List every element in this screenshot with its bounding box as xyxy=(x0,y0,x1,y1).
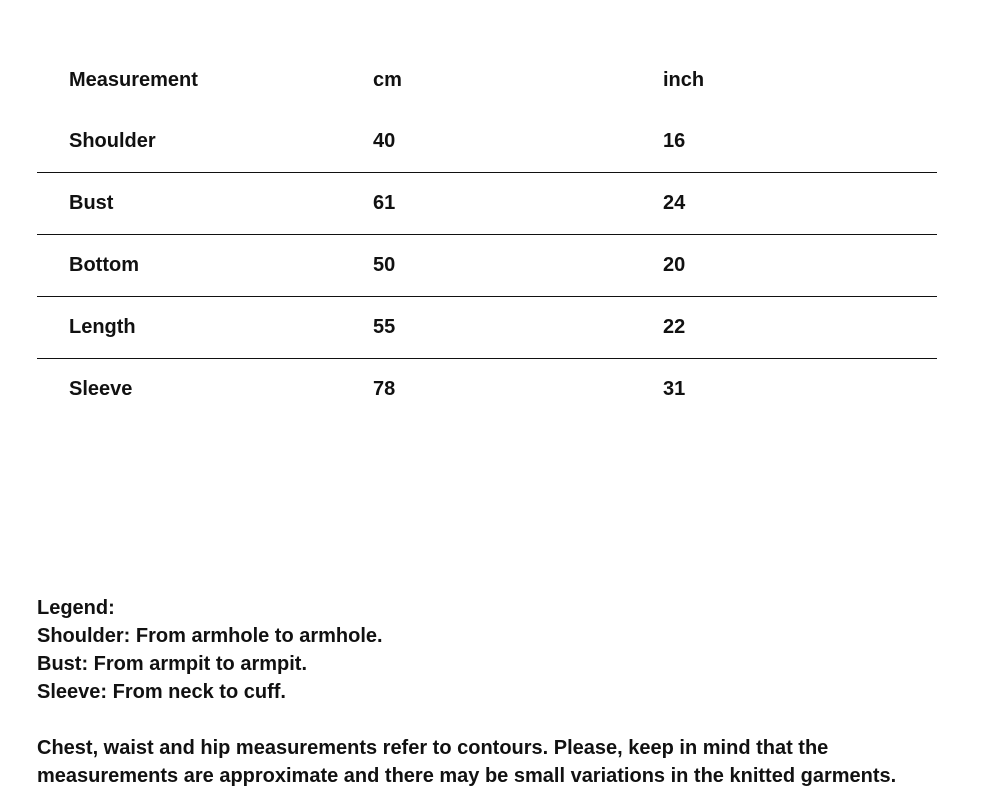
column-header-cm: cm xyxy=(373,69,402,91)
legend-item-shoulder: Shoulder: From armhole to armhole. xyxy=(37,625,383,647)
size-table xyxy=(37,50,937,420)
column-header-inch: inch xyxy=(663,69,705,91)
legend-section xyxy=(37,594,957,790)
measurement-cm: 50 xyxy=(373,254,396,276)
table-row xyxy=(37,297,937,359)
table-row xyxy=(37,173,937,235)
measurement-cm: 61 xyxy=(373,192,396,214)
table-row xyxy=(37,111,937,173)
measurement-inch: 16 xyxy=(663,130,686,152)
table-row xyxy=(37,235,937,297)
measurement-name: Shoulder xyxy=(69,130,156,152)
measurement-name: Bust xyxy=(69,192,114,214)
table-header-row xyxy=(37,50,937,111)
measurement-inch: 24 xyxy=(663,192,686,214)
measurement-name: Length xyxy=(69,316,136,338)
measurement-name: Sleeve xyxy=(69,378,133,400)
measurement-inch: 22 xyxy=(663,316,686,338)
measurement-note-line-1: Chest, waist and hip measurements refer to contours. Please, keep in mind that the xyxy=(37,737,829,759)
table-row xyxy=(37,359,937,421)
measurement-note-line-2: measurements are approximate and there may be small variations in the knitted garments. xyxy=(37,765,897,787)
measurement-cm: 55 xyxy=(373,316,396,338)
legend-spacer xyxy=(37,706,957,734)
measurement-name: Bottom xyxy=(69,254,139,276)
measurement-inch: 31 xyxy=(663,378,686,400)
legend-item-bust: Bust: From armpit to armpit. xyxy=(37,653,308,675)
measurement-cm: 40 xyxy=(373,130,396,152)
measurement-inch: 20 xyxy=(663,254,686,276)
measurement-cm: 78 xyxy=(373,378,396,400)
legend-item-sleeve: Sleeve: From neck to cuff. xyxy=(37,681,286,703)
legend-title: Legend: xyxy=(37,597,115,619)
column-header-measurement: Measurement xyxy=(69,69,198,91)
